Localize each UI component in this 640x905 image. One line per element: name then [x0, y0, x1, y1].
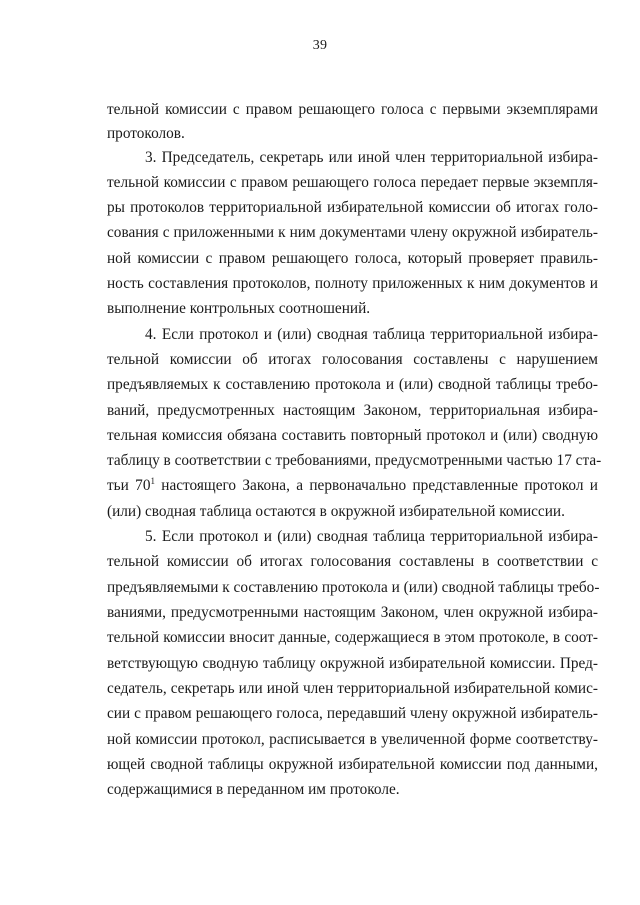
text-line: ность составления протоколов, полноту приложенных к ним документов и [107, 275, 598, 292]
text-line: ной комиссии протокол, расписывается в увеличенной форме соответству- [107, 731, 598, 748]
line-text-after: настоящего Закона, а первоначально представленные протокол и [154, 477, 598, 494]
text-line: ной комиссии с правом решающего голоса, который проверяет правиль- [107, 250, 598, 267]
text-line: содержащимися в переданном им протоколе. [107, 781, 400, 798]
paragraph-3-start: 3. Председатель, секретарь или иной член территориальной избира- [145, 149, 598, 166]
text-line: сования с приложенными к ним документами члену окружной избиратель- [107, 224, 598, 241]
text-line: тельной комиссии об итогах голосования составлены в соответствии с [107, 553, 598, 570]
text-line: тельной комиссии об итогах голосования составлены с нарушением [107, 351, 598, 368]
line-text-before: тьи 70 [107, 477, 151, 494]
text-line: протоколов. [107, 125, 185, 142]
text-line: ющей сводной таблицы окружной избирательной комиссии под данными, [107, 756, 598, 773]
text-line: ветствующую сводную таблицу окружной избирательной комиссии. Пред- [107, 655, 598, 672]
text-line: тельной комиссии с правом решающего голоса с первыми экземплярами [107, 101, 598, 118]
text-line-with-superscript [107, 476, 598, 496]
superscript-1: 1 [150, 476, 155, 486]
text-line: сии с правом решающего голоса, передавший члену окружной избиратель- [107, 705, 598, 722]
text-line: тельной комиссии с правом решающего голоса передает первые экземпля- [107, 174, 598, 191]
text-line: таблицу в соответствии с требованиями, предусмотренными частью 17 ста- [107, 452, 602, 469]
text-line: ваниями, предусмотренными настоящим Законом, член окружной избира- [107, 604, 598, 621]
text-line: (или) сводная таблица остаются в окружной избирательной комиссии. [107, 503, 565, 520]
text-line: тельной комиссии вносит данные, содержащиеся в этом протоколе, в соот- [107, 629, 598, 646]
text-line: предъявляемых к составлению протокола и (или) сводной таблицы требо- [107, 376, 598, 393]
text-line: тельная комиссия обязана составить повторный протокол и (или) сводную [107, 427, 598, 444]
page-number: 39 [312, 38, 328, 53]
text-line: ры протоколов территориальной избирательной комиссии об итогах голо- [107, 199, 598, 216]
paragraph-4-start: 4. Если протокол и (или) сводная таблица территориальной избира- [145, 326, 598, 343]
text-line: предъявляемыми к составлению протокола и (или) сводной таблицы требо- [107, 579, 600, 596]
text-line: седатель, секретарь или иной член территориальной избирательной комис- [107, 680, 598, 697]
paragraph-5-start: 5. Если протокол и (или) сводная таблица территориальной избира- [145, 528, 598, 545]
text-line: ваний, предусмотренных настоящим Законом, территориальная избира- [107, 402, 598, 419]
text-line: выполнение контрольных соотношений. [107, 300, 371, 317]
